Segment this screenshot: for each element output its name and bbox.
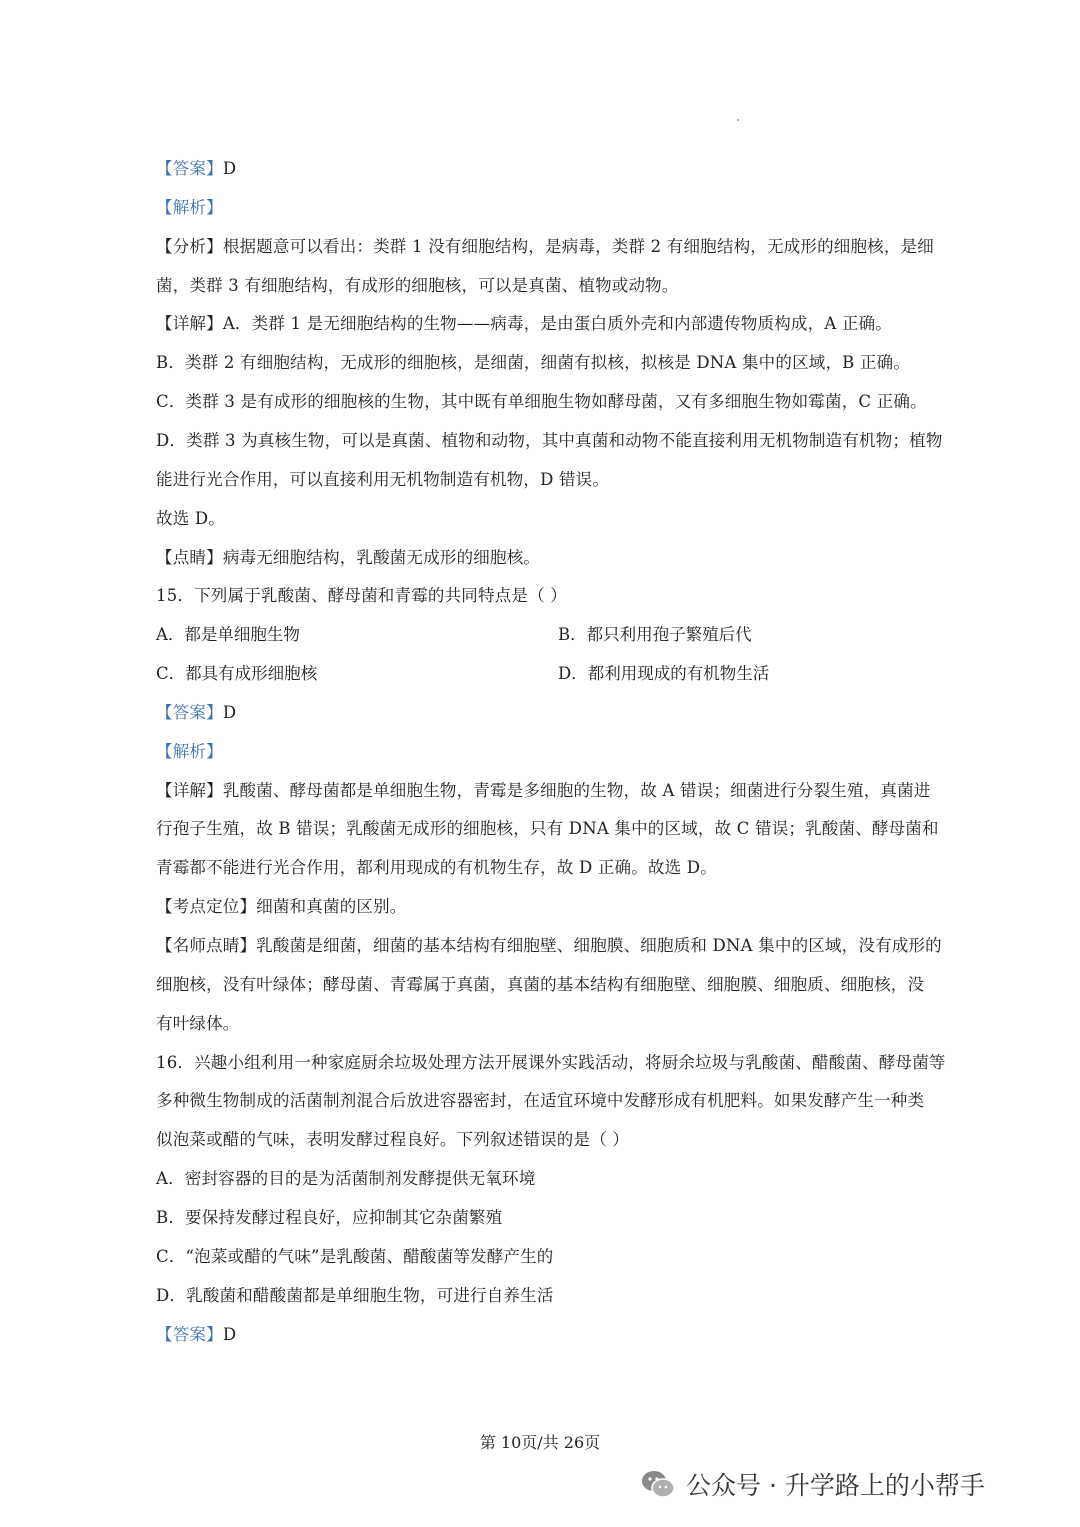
line-text: D．类群 3 为真核生物，可以是真菌、植物和动物，其中真菌和动物不能直接利用无机物制造有机物；植物 <box>156 431 943 450</box>
line-text: A．类群 1 是无细胞结构的生物——病毒，是由蛋白质外壳和内部遗传物质构成，A 正确。 <box>222 314 892 333</box>
text-line <box>156 1324 966 1346</box>
text-line <box>156 508 966 530</box>
text-line <box>156 741 966 763</box>
section-tag: 【点睛】 <box>156 548 223 567</box>
wechat-icon <box>640 1469 676 1499</box>
line-text: C．类群 3 是有成形的细胞核的生物，其中既有单细胞生物如酵母菌，又有多细胞生物如霉菌，C 正确。 <box>156 392 927 411</box>
text-line <box>156 896 966 918</box>
text-line <box>156 275 966 297</box>
text-line <box>156 702 966 724</box>
section-tag: 【详解】 <box>156 314 223 333</box>
scan-speck <box>737 119 739 121</box>
text-line <box>156 780 966 802</box>
line-text: D <box>222 1325 237 1344</box>
text-line <box>156 1013 966 1035</box>
text-line <box>156 313 966 335</box>
section-tag: 【详解】 <box>156 781 223 800</box>
line-text: 15．下列属于乳酸菌、酵母菌和青霉的共同特点是（ ） <box>156 586 567 605</box>
line-text: C．“泡菜或醋的气味”是乳酸菌、醋酸菌等发酵产生的 <box>156 1247 554 1266</box>
text-line <box>156 974 966 996</box>
line-text: 故选 D。 <box>156 509 225 528</box>
section-tag: 【考点定位】 <box>156 897 257 916</box>
section-tag: 【分析】 <box>156 237 223 256</box>
line-text: 细菌和真菌的区别。 <box>256 897 407 916</box>
text-line <box>156 547 966 569</box>
line-text: D．乳酸菌和醋酸菌都是单细胞生物，可进行自养生活 <box>156 1286 554 1305</box>
section-tag: 【名师点睛】 <box>156 936 257 955</box>
section-tag: 【解析】 <box>156 198 223 217</box>
q15-option-a: A．都是单细胞生物 <box>156 625 300 644</box>
section-tag: 【答案】 <box>156 703 223 722</box>
q15-option-c: C．都具有成形细胞核 <box>156 664 318 683</box>
text-line <box>156 1246 966 1268</box>
line-text: B．类群 2 有细胞结构，无成形的细胞核，是细菌，细菌有拟核，拟核是 DNA 集中的区域，B 正确。 <box>156 353 911 372</box>
text-line <box>156 430 966 452</box>
text-line <box>156 935 966 957</box>
line-text: 细胞核，没有叶绿体；酵母菌、青霉属于真菌，真菌的基本结构有细胞壁、细胞膜、细胞质、细胞核，没 <box>156 975 925 994</box>
text-line <box>156 236 966 258</box>
line-text: 乳酸菌是细菌，细菌的基本结构有细胞壁、细胞膜、细胞质和 DNA 集中的区域，没有成形的 <box>256 936 942 955</box>
line-text: 能进行光合作用，可以直接利用无机物制造有机物，D 错误。 <box>156 470 610 489</box>
text-line <box>156 352 966 374</box>
watermark <box>640 1466 985 1502</box>
line-text: 16．兴趣小组利用一种家庭厨余垃圾处理方法开展课外实践活动，将厨余垃圾与乳酸菌、醋酸菌、酵母菌等 <box>156 1053 946 1072</box>
line-text: 根据题意可以看出：类群 1 没有细胞结构，是病毒，类群 2 有细胞结构，无成形的细胞核，是细 <box>222 237 934 256</box>
line-text: D <box>222 703 237 722</box>
text-line <box>156 585 966 607</box>
text-line <box>156 1090 966 1112</box>
section-tag: 【答案】 <box>156 1325 223 1344</box>
text-line <box>156 1207 966 1229</box>
line-text: 菌，类群 3 有细胞结构，有成形的细胞核，可以是真菌、植物或动物。 <box>156 276 679 295</box>
text-line <box>156 1129 966 1151</box>
text-line <box>156 391 966 413</box>
text-line <box>156 197 966 219</box>
line-text: 似泡菜或醋的气味，表明发酵过程良好。下列叙述错误的是（ ） <box>156 1130 630 1149</box>
line-text: 行孢子生殖，故 B 错误；乳酸菌无成形的细胞核，只有 DNA 集中的区域，故 C 错误；乳酸菌、酵母菌和 <box>156 819 939 838</box>
line-text: D <box>222 159 237 178</box>
watermark-text: 公众号 · 升学路上的小帮手 <box>686 1471 985 1500</box>
section-tag: 【解析】 <box>156 742 223 761</box>
text-line <box>156 1285 966 1307</box>
text-line <box>156 158 966 180</box>
text-line <box>156 818 966 840</box>
text-line <box>156 1052 966 1074</box>
line-text: 乳酸菌、酵母菌都是单细胞生物，青霉是多细胞的生物，故 A 错误；细菌进行分裂生殖，真菌进 <box>222 781 931 800</box>
line-text: 病毒无细胞结构，乳酸菌无成形的细胞核。 <box>222 548 541 567</box>
text-line <box>156 857 966 879</box>
section-tag: 【答案】 <box>156 159 223 178</box>
q15-option-b: B．都只利用孢子繁殖后代 <box>558 625 752 644</box>
line-text: B．要保持发酵过程良好，应抑制其它杂菌繁殖 <box>156 1208 503 1227</box>
line-text: A．密封容器的目的是为活菌制剂发酵提供无氧环境 <box>156 1169 536 1188</box>
text-line <box>156 469 966 491</box>
text-line <box>156 1168 966 1190</box>
line-text: 多种微生物制成的活菌制剂混合后放进容器密封，在适宜环境中发酵形成有机肥料。如果发酵产生一种类 <box>156 1091 925 1110</box>
q15-option-d: D．都利用现成的有机物生活 <box>558 664 770 683</box>
page-number: 第 10页/共 26页 <box>479 1433 601 1452</box>
line-text: 青霉都不能进行光合作用，都利用现成的有机物生存，故 D 正确。故选 D。 <box>156 858 717 877</box>
line-text: 有叶绿体。 <box>156 1014 240 1033</box>
